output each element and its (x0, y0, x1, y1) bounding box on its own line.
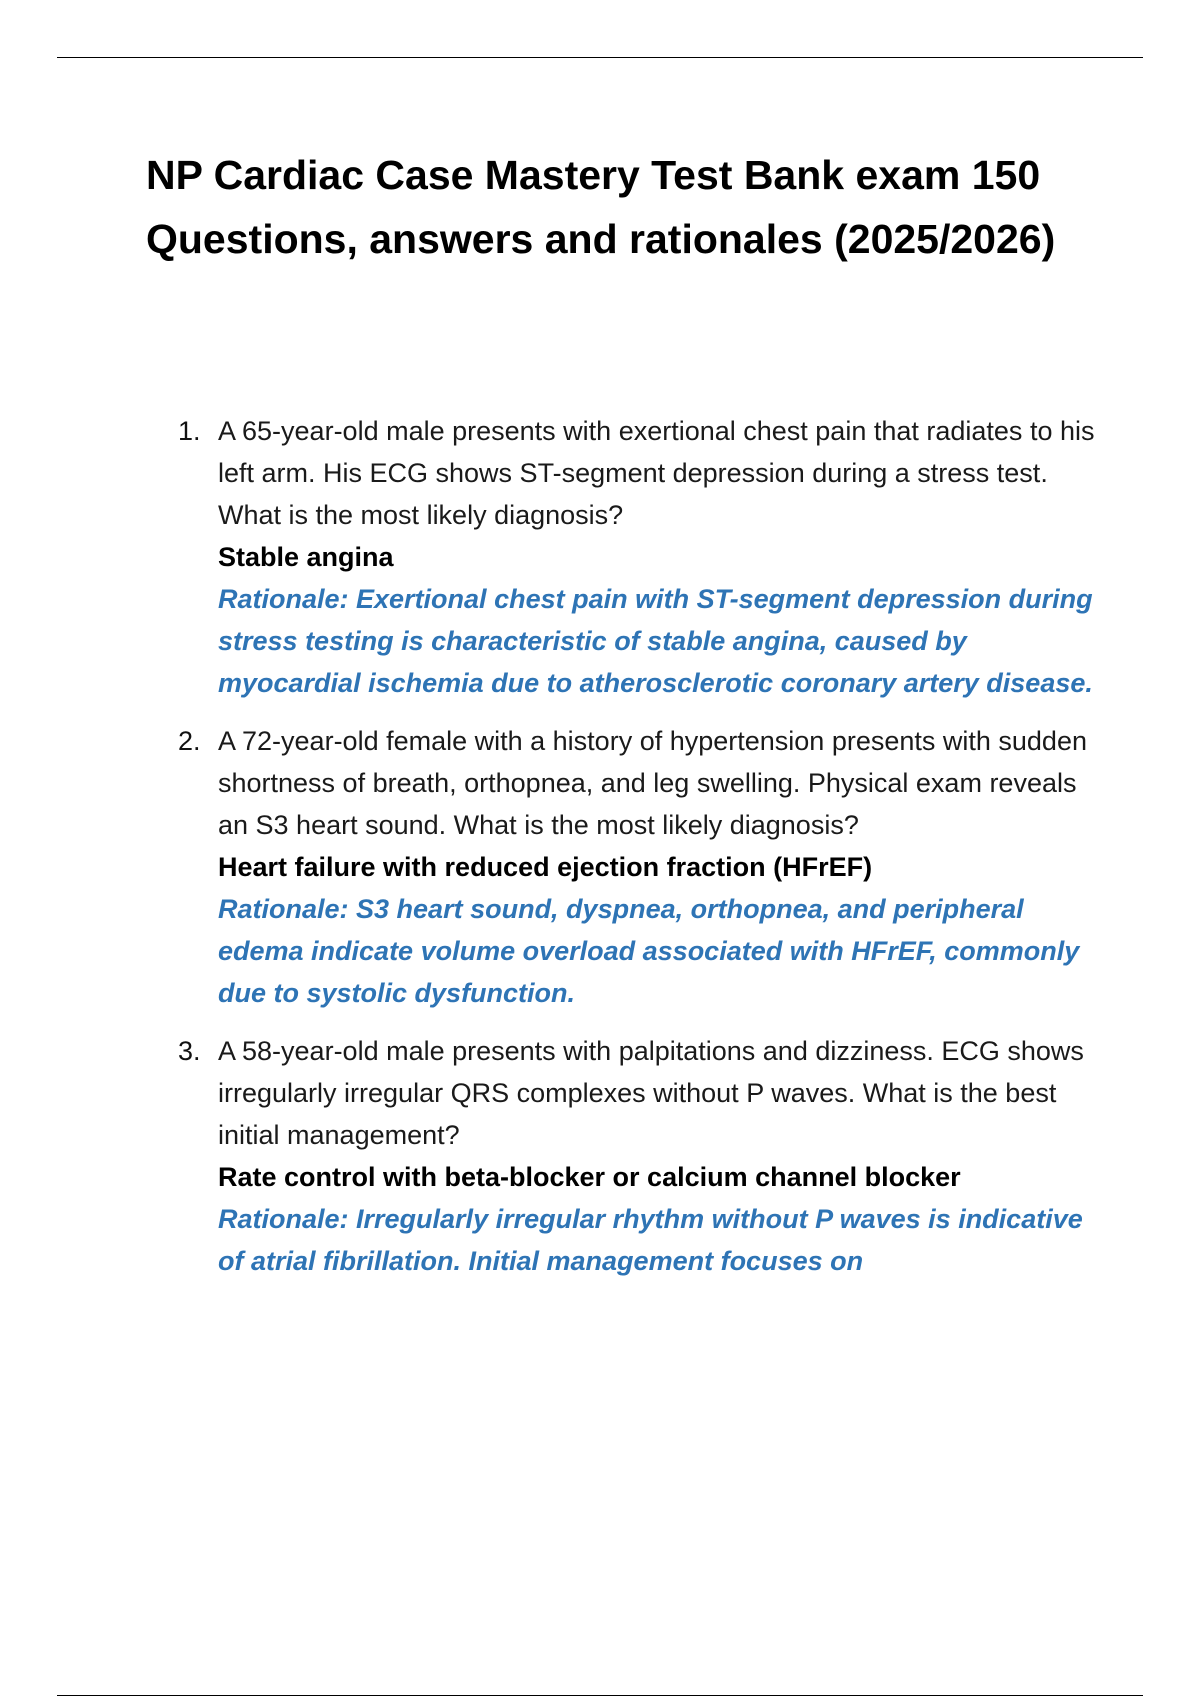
question-number: 2. (178, 726, 201, 756)
header-rule (57, 57, 1143, 58)
question-item (178, 1030, 1098, 1282)
question-rationale: Rationale: Exertional chest pain with ST-segment depression during stress testing is characteristic of stable angina, caused by myocardial ischemia due to atherosclerotic coronary artery disease. (218, 584, 1093, 698)
question-text: A 65-year-old male presents with exertional chest pain that radiates to his left arm. His ECG shows ST-segment depression during a stress test. What is the most likely diagnosis? (218, 416, 1095, 530)
question-item (178, 410, 1098, 704)
question-rationale: Rationale: Irregularly irregular rhythm without P waves is indicative of atrial fibrillation. Initial management focuses on (218, 1204, 1083, 1276)
question-number: 3. (178, 1036, 201, 1066)
question-rationale: Rationale: S3 heart sound, dyspnea, orthopnea, and peripheral edema indicate volume overload associated with HFrEF, commonly due to systolic dysfunction. (218, 894, 1080, 1008)
question-item (178, 720, 1098, 1014)
document-title: NP Cardiac Case Mastery Test Bank exam 150 Questions, answers and rationales (2025/2026) (146, 152, 1056, 262)
question-answer: Heart failure with reduced ejection fraction (HFrEF) (218, 852, 873, 882)
question-number: 1. (178, 416, 201, 446)
question-answer: Stable angina (218, 542, 394, 572)
question-list (178, 410, 1098, 1298)
question-text: A 72-year-old female with a history of hypertension presents with sudden shortness of breath, orthopnea, and leg swelling. Physical exam reveals an S3 heart sound. What is the most likely diagnosis? (218, 726, 1087, 840)
question-text: A 58-year-old male presents with palpitations and dizziness. ECG shows irregularly irregular QRS complexes without P waves. What is the best initial management? (218, 1036, 1084, 1150)
question-answer: Rate control with beta-blocker or calcium channel blocker (218, 1162, 961, 1192)
footer-rule (57, 1695, 1143, 1696)
